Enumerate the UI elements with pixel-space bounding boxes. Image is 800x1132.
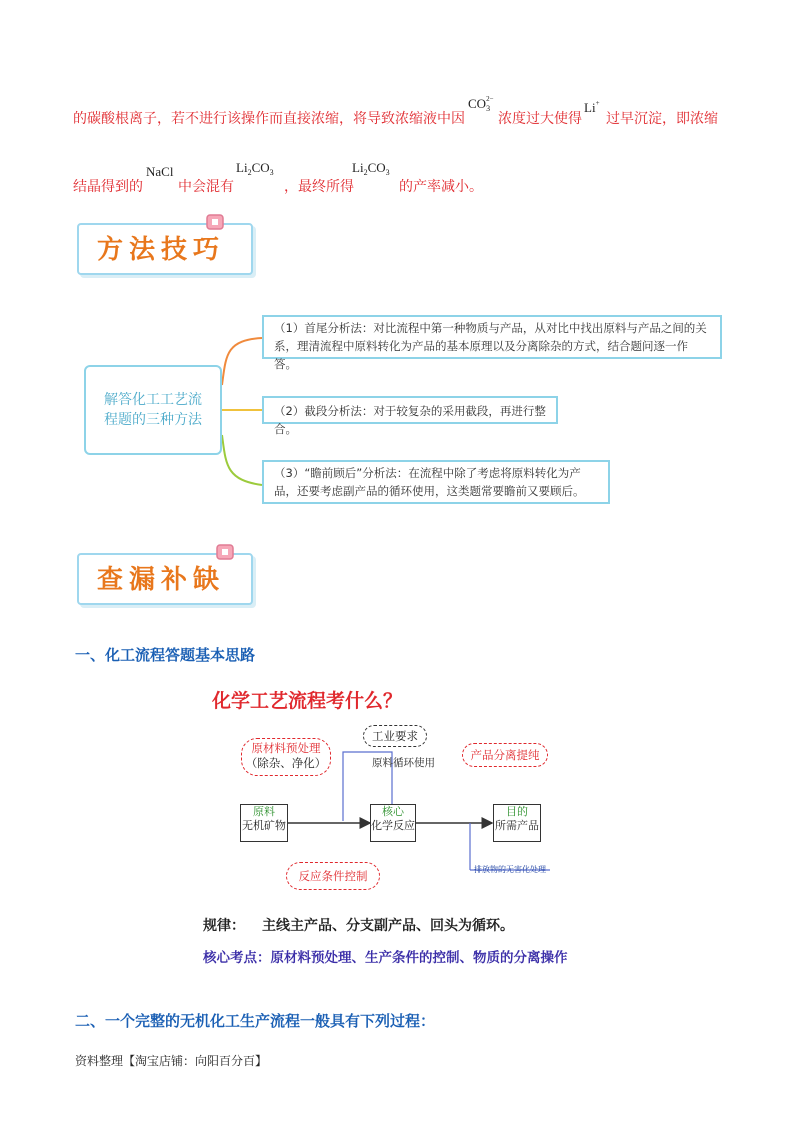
box-title: 核心 [382,805,404,818]
separation-cloud: 产品分离提纯 [462,743,548,767]
formula-main: Li [352,160,364,175]
cloud-label: 原材料预处理 [251,741,321,755]
mindmap-item-1: （1）首尾分析法：对比流程中第一种物质与产品，从对比中找出原料与产品之间的关系，理清流程中原料转化为产品的基本原理以及分离除杂的方式，结合题问逐一作答。 [262,315,722,359]
cloud-sublabel: （除杂、净化） [245,756,327,770]
li2co3-formula [352,160,390,176]
lithium-ion-formula [584,100,600,116]
box-subtitle: 无机矿物 [242,819,286,832]
formula-sub: 3 [486,104,491,113]
formula-main: CO [251,160,270,175]
box-title: 目的 [506,805,528,818]
formula-sub: 3 [385,168,390,177]
formula-sub: 2 [247,168,252,177]
formula-main: CO [367,160,386,175]
formula-sup: 2− [486,95,494,103]
section-title-1: 一、化工流程答题基本思路 [75,646,256,664]
rule-text: 主线主产品、分支副产品、回头为循环。 [262,918,514,934]
raw-material-box [240,804,288,842]
mindmap-center-label: 解答化工工艺流程题的三种方法 [104,392,202,428]
section-title-2: 二、一个完整的无机化工生产流程一般具有下列过程： [75,1012,436,1030]
box-title: 原料 [253,805,275,818]
pretreatment-cloud [241,738,331,776]
footer-note: 资料整理【淘宝店铺：向阳百分百】 [75,1054,268,1068]
formula-main: CO [468,96,487,111]
text-segment: 结晶得到的 [73,179,143,195]
rule-label: 规律： [203,918,245,934]
formula-sub: 3 [269,168,274,177]
banner-title: 查漏补缺 [97,565,226,595]
mindmap-item-2: （2）截段分析法：对于较复杂的采用截段，再进行整合。 [262,396,558,424]
industry-cloud: 工业要求 [363,725,427,747]
formula-main: Li [584,100,596,115]
control-cloud: 反应条件控制 [286,862,380,890]
box-subtitle: 化学反应 [371,819,415,832]
mindmap-item-3: （3）“瞻前顾后”分析法：在流程中除了考虑将原料转化为产品，还要考虑副产品的循环使用，这类题常要瞻前又要顾后。 [262,460,610,504]
text-segment: 浓度过大使得 [498,111,582,127]
text-segment: 的碳酸根离子，若不进行该操作而直接浓缩，将导致浓缩液中因 [73,111,465,127]
formula-main: Li [236,160,248,175]
method-tips-banner [77,223,257,277]
fill-gaps-banner [77,553,257,607]
recycle-label: 原料循环使用 [372,757,435,769]
diagram-title: 化学工艺流程考什么？ [212,690,403,712]
text-segment: 的产率减小。 [399,179,483,195]
core-reaction-box [370,804,416,842]
formula-sup: + [595,99,600,107]
paragraph-line-1 [73,108,465,128]
core-points: 核心考点：原材料预处理、生产条件的控制、物质的分离操作 [203,950,568,966]
banner-title: 方法技巧 [97,235,226,265]
text-segment: ，最终所得 [284,179,354,195]
carbonate-formula [468,96,494,112]
formula-sub: 2 [363,168,368,177]
text-segment: 过早沉淀，即浓缩 [606,111,718,127]
box-subtitle: 所需产品 [495,819,539,832]
nacl-formula: NaCl [146,164,174,179]
goal-product-box [493,804,541,842]
mindmap-center-node [84,365,222,455]
emission-label: 排放物的无害化处理 [474,865,546,874]
text-segment: 中会混有 [178,179,234,195]
li2co3-formula [236,160,274,176]
